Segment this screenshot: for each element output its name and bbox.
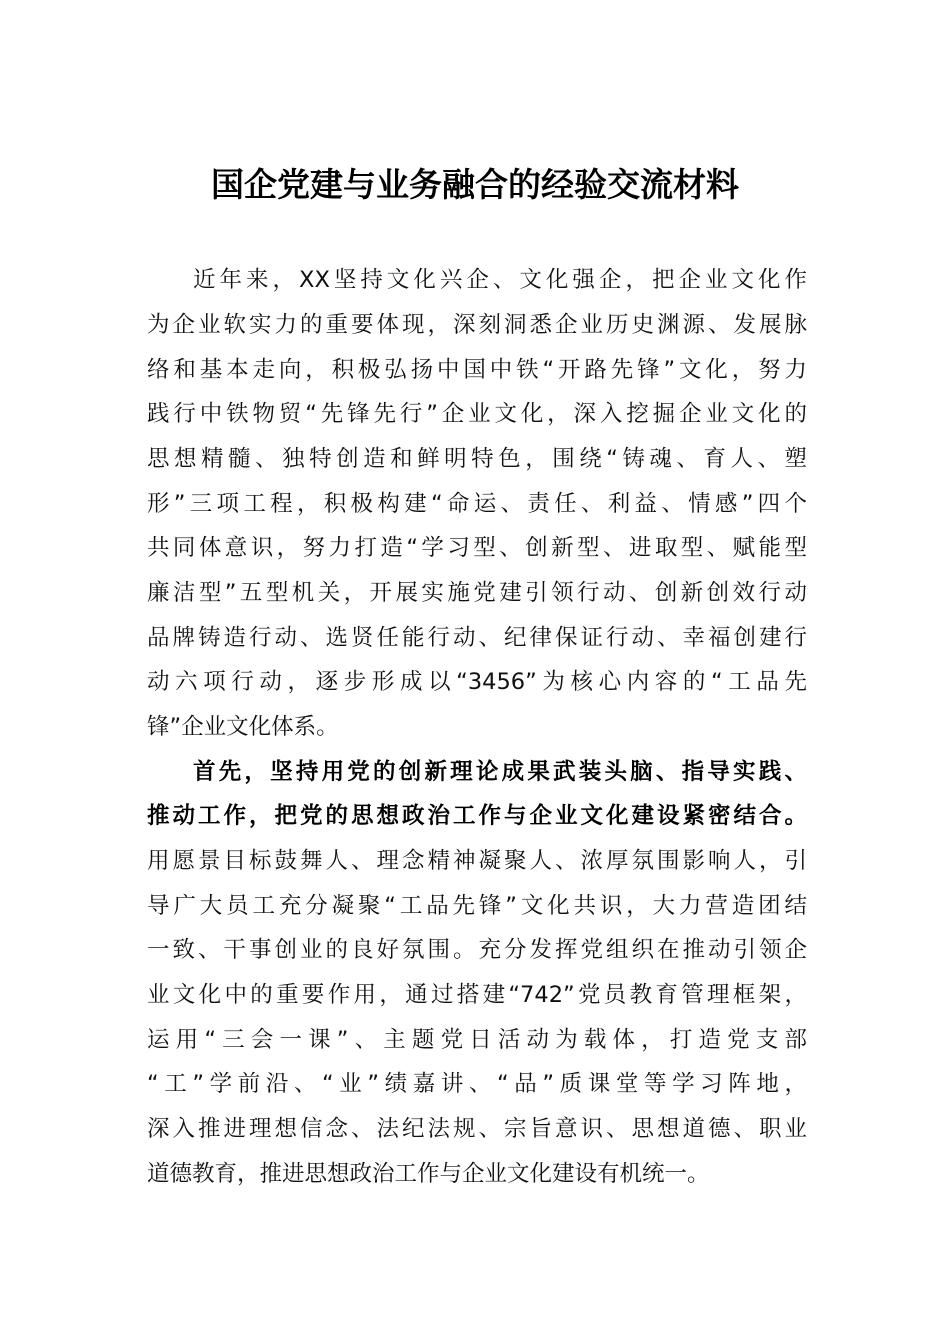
paragraph-1-line: 形”三项工程，积极构建“命运、责任、利益、情感”四个 [147,491,807,517]
paragraph-2-line: 导广大员工充分凝聚“工品先锋”文化共识，大力营造团结 [147,893,807,919]
paragraph-1-line: 络和基本走向，积极弘扬中国中铁“开路先锋”文化，努力 [147,357,807,383]
paragraph-1-line: 为企业软实力的重要体现，深刻洞悉企业历史渊源、发展脉 [147,312,807,338]
paragraph-1-line: 品牌铸造行动、选贤任能行动、纪律保证行动、幸福创建行 [147,625,807,651]
paragraph-1-line: 廉洁型”五型机关，开展实施党建引领行动、创新创效行动 [147,580,807,606]
document-title: 国企党建与业务融合的经验交流材料 [211,165,739,204]
paragraph-2-line: 一致、干事创业的良好氛围。充分发挥党组织在推动引领企 [147,937,807,963]
bold-heading-line: 推动工作，把党的思想政治工作与企业文化建设紧密结合。 [147,803,807,829]
paragraph-1-line: 锋”企业文化体系。 [147,714,339,740]
paragraph-1-line: 践行中铁物贸“先锋先行”企业文化，深入挖掘企业文化的 [147,401,807,427]
paragraph-2-line: 运用“三会一课”、主题党日活动为载体，打造党支部 [147,1027,807,1053]
paragraph-2-line: 业文化中的重要作用，通过搭建“742”党员教育管理框架， [147,982,807,1008]
paragraph-1-line: 思想精髓、独特创造和鲜明特色，围绕“铸魂、育人、塑 [147,446,807,472]
paragraph-2-line: “工”学前沿、“业”绩嘉讲、“品”质课堂等学习阵地， [147,1071,807,1097]
paragraph-2-line: 道德教育，推进思想政治工作与企业文化建设有机统一。 [147,1161,710,1187]
paragraph-1-line: 近年来，XX坚持文化兴企、文化强企，把企业文化作 [193,267,807,293]
paragraph-2-line: 深入推进理想信念、法纪法规、宗旨意识、思想道德、职业 [147,1116,807,1142]
bold-heading-line: 首先，坚持用党的创新理论成果武装头脑、指导实践、 [193,759,807,785]
paragraph-1-line: 动六项行动，逐步形成以“3456”为核心内容的“工品先 [147,669,807,695]
paragraph-1-line: 共同体意识，努力打造“学习型、创新型、进取型、赋能型 [147,535,807,561]
paragraph-2-line: 用愿景目标鼓舞人、理念精神凝聚人、浓厚氛围影响人，引 [147,848,807,874]
